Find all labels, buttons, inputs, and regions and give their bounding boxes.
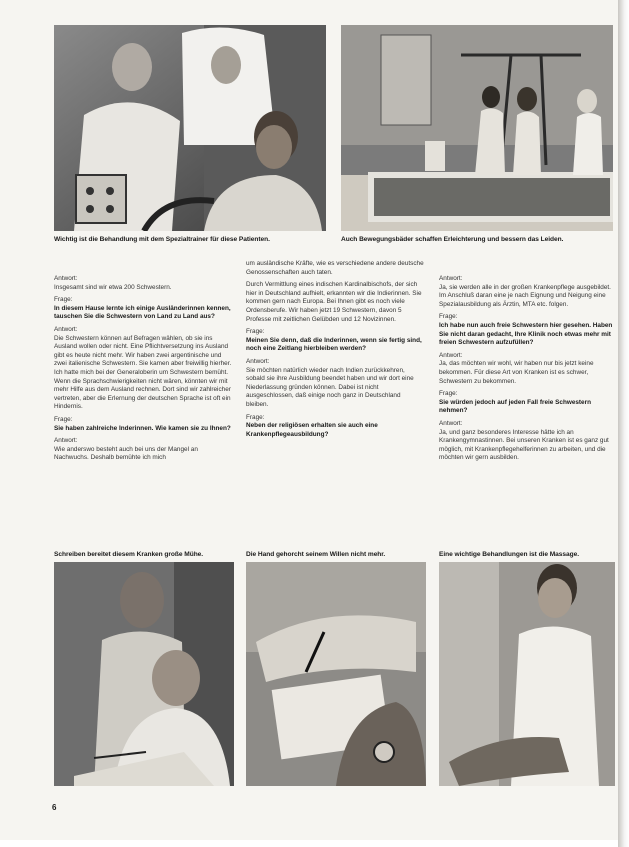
interview-label: Antwort: bbox=[246, 357, 270, 365]
caption-top-right: Auch Bewegungsbäder schaffen Erleichterung und bessern das Leiden. bbox=[341, 236, 564, 243]
interview-paragraph: Die Schwestern können auf Befragen wählen, ob sie ins Ausland wollen oder nicht. Eine Pflichtversetzung ins Ausland gibt es heute nicht mehr. Wir haben zwei argentinische und zwei italienische Schwestern. Sie kamen aber freiwillig hierher. Ich hatte mich bei der Generaloberin um Schwestern bemüht. Wenn die Sprachschwierigkeiten nicht wären, könnten wir mit mehr Hilfe aus dem Ausland rechnen. Dort sind wir zahlreicher vertreten, aber die Erlernung der deutschen Sprache ist oft ein Hindernis. bbox=[54, 334, 232, 411]
interview-label: Antwort: bbox=[439, 419, 463, 427]
page-edge bbox=[618, 0, 629, 847]
interview-paragraph: Durch Vermittlung eines indischen Kardinalbischofs, der sich hier in Deutschland aufhielt, erkannten wir die Indierinnen. Sie kommen gern nach Europa. Bei Ihnen gibt es noch viele Ordensberufe. Wir haben jetzt 19 Schwestern, davon 5 Professe mit zeitlichen Gelübden und 12 Novizinnen. bbox=[246, 281, 422, 323]
interview-paragraph: Wie anderswo besteht auch bei uns der Mangel an Nachwuchs. Deshalb bemühte ich mich bbox=[54, 445, 198, 462]
interview-label: Frage: bbox=[54, 296, 73, 304]
interview-label: Frage: bbox=[439, 390, 458, 398]
interview-label: Frage: bbox=[246, 328, 265, 336]
interview-paragraph: um ausländische Kräfte, wie es verschiedene andere deutsche Genossenschaften auch taten. bbox=[246, 260, 424, 276]
interview-question: Sie würden jedoch auf jeden Fall freie Schwestern nehmen? bbox=[439, 398, 591, 415]
interview-question: Meinen Sie denn, daß die Inderinnen, wenn sie fertig sind, noch eine Zeitlang hierbleiben werden? bbox=[246, 336, 422, 353]
interview-question: Sie haben zahlreiche Inderinnen. Wie kamen sie zu Ihnen? bbox=[54, 424, 231, 432]
interview-question: Neben der religiösen erhalten sie auch eine Krankenpflegeausbildung? bbox=[246, 422, 378, 438]
interview-paragraph: Insgesamt sind wir etwa 200 Schwestern. bbox=[54, 283, 172, 291]
text-column-3 bbox=[439, 275, 615, 467]
caption-top-left: Wichtig ist die Behandlung mit dem Spezialtrainer für diese Patienten. bbox=[54, 236, 270, 243]
interview-label: Frage: bbox=[246, 413, 265, 421]
interview-question: In diesem Hause lernte ich einige Ausländerinnen kennen, tauschen Sie die Schwestern von Land zu Land aus? bbox=[54, 304, 231, 321]
photo-massage bbox=[439, 562, 615, 786]
interview-paragraph: Sie möchten natürlich wieder nach Indien zurückkehren, sobald sie ihre Ausbildung beendet haben und wir dort eine Niederlassung gründen können. Dabei ist nicht ausgeschlossen, daß einige noch ganz in Deutschland bleiben. bbox=[246, 366, 414, 408]
photo-bewegungsbad bbox=[341, 25, 613, 231]
photo-schreiben bbox=[54, 562, 234, 786]
caption-bottom-right: Eine wichtige Behandlungen ist die Massage. bbox=[439, 551, 580, 558]
caption-bottom-left: Schreiben bereitet diesem Kranken große Mühe. bbox=[54, 551, 204, 558]
page-number: 6 bbox=[52, 803, 57, 812]
caption-bottom-mid: Die Hand gehorcht seinem Willen nicht mehr. bbox=[246, 551, 386, 558]
photo-hand bbox=[246, 562, 426, 786]
interview-question: Ich habe nun auch freie Schwestern hier gesehen. Haben Sie nicht daran gedacht, Ihre Klinik noch etwas mehr mit freien Schwestern aufzufüllen? bbox=[439, 321, 613, 347]
interview-label: Antwort: bbox=[439, 275, 463, 282]
interview-label: Frage: bbox=[54, 415, 73, 423]
interview-label: Antwort: bbox=[54, 437, 78, 445]
interview-paragraph: Ja, und ganz besonderes Interesse hätte ich an Krankengymnastinnen. Bei unseren Kranken ist es ganz gut möglich, mit Krankenpflegehelferinnen zu arbeiten, und die möchten wir gern ausbilden. bbox=[439, 428, 609, 462]
interview-paragraph: Ja, das möchten wir wohl, wir haben nur bis jetzt keine bekommen. Für diese Art von Kranken ist es schwer, Schwestern zu bekommen. bbox=[439, 360, 594, 385]
text-column-1 bbox=[54, 275, 232, 467]
interview-label: Antwort: bbox=[54, 325, 78, 333]
interview-paragraph: Ja, sie werden alle in der großen Krankenpflege ausgebildet. Im Anschluß daran eine je nach Eignung und Neigung eine Spezialausbildung als Ärztin, MTA etc. folgen. bbox=[439, 283, 611, 308]
interview-label: Antwort: bbox=[54, 275, 78, 282]
interview-label: Frage: bbox=[439, 313, 458, 321]
photo-spezialtrainer bbox=[54, 25, 326, 231]
text-column-2 bbox=[246, 260, 424, 443]
interview-label: Antwort: bbox=[439, 351, 463, 359]
